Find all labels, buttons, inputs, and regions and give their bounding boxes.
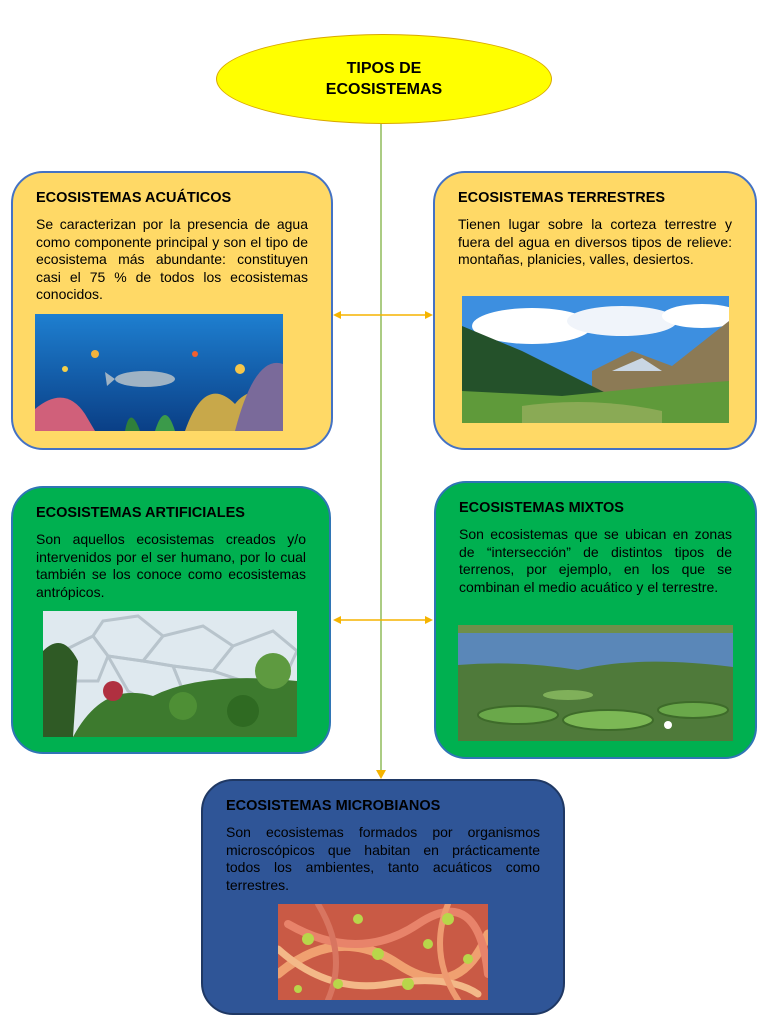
card-terrestres-text: Tienen lugar sobre la corteza terrestre y fuera del agua en diversos tipos de relieve: montañas, planicies, valles, desiertos. [458, 216, 732, 267]
card-acuaticos-text: Se caracterizan por la presencia de agua como componente principal y son el tipo de ecosistema más abundante: constituyen casi el 75 % de todos los ecosistemas conocidos. [36, 216, 308, 302]
arrow-right-mixtos [425, 616, 433, 624]
card-mixtos-text: Son ecosistemas que se ubican en zonas de “intersección” de distintos tipos de terrenos, por ejemplo, en los que se combinan el medio acuático y el terrestre. [459, 526, 732, 595]
wetland-water-lilies-image [458, 625, 733, 741]
arrow-left-artificiales [333, 616, 341, 624]
card-artificiales-heading: ECOSISTEMAS ARTIFICIALES [36, 505, 245, 521]
card-microbianos-heading: ECOSISTEMAS MICROBIANOS [226, 798, 441, 814]
arrow-left-acuaticos [333, 311, 341, 319]
greenhouse-dome-image [43, 611, 297, 737]
underwater-reef-image [35, 314, 283, 431]
arrow-right-terrestres [425, 311, 433, 319]
mountain-valley-image [462, 296, 729, 423]
card-artificiales-text: Son aquellos ecosistemas creados y/o intervenidos por el ser humano, por lo cual también se los conoce como ecosistemas antrópicos. [36, 531, 306, 600]
diagram-title: TIPOS DE ECOSISTEMAS [325, 60, 443, 98]
card-acuaticos-heading: ECOSISTEMAS ACUÁTICOS [36, 190, 232, 206]
arrow-down-microbianos [376, 770, 386, 779]
card-mixtos-heading: ECOSISTEMAS MIXTOS [459, 500, 624, 516]
microbes-micrograph-image [278, 904, 488, 1000]
title-node [216, 34, 552, 124]
card-microbianos-text: Son ecosistemas formados por organismos microscópicos que habitan en prácticamente todos los ambientes, tanto acuáticos como terrestres. [226, 824, 540, 893]
card-terrestres-heading: ECOSISTEMAS TERRESTRES [458, 190, 666, 206]
